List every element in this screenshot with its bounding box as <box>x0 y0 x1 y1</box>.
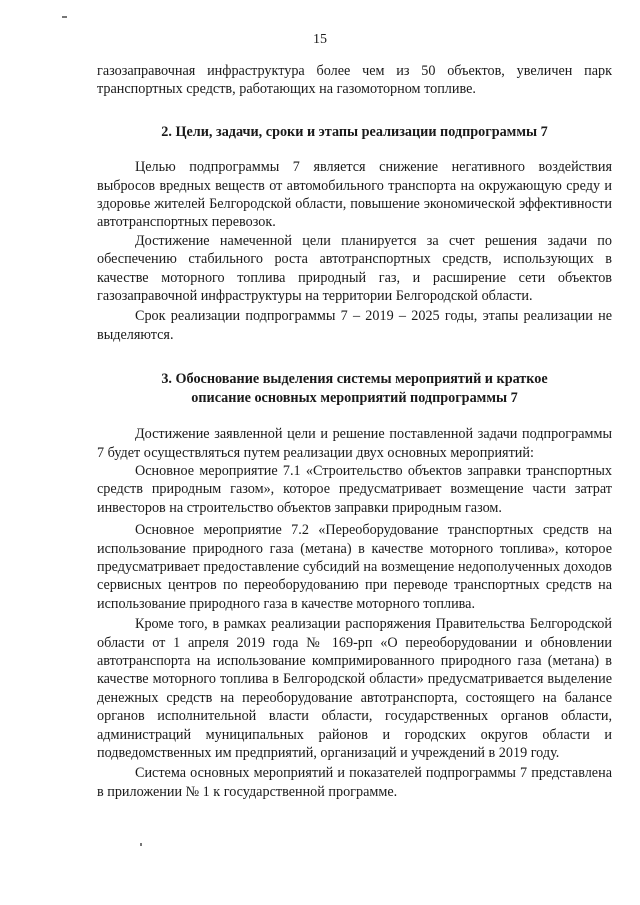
heading-line-1: 3. Обоснование выделения системы мероприятий и краткое <box>161 371 548 388</box>
paragraph-goal: Целью подпрограммы 7 является снижение негативного воздействия выбросов вредных веществ от автомобильного транспорта на окружающую среду и здоровье жителей Белгородской области, повышение экономической эффективности автотранспортных перевозок. <box>97 159 612 231</box>
section-heading-goals: 2. Цели, задачи, сроки и этапы реализации подпрограммы 7 <box>161 123 548 140</box>
scan-mark <box>140 843 142 846</box>
paragraph-measures-intro: Достижение заявленной цели и решение поставленной задачи подпрограммы 7 будет осуществляться путем реализации двух основных мероприятий: <box>97 426 612 461</box>
section-heading-measures <box>97 370 612 407</box>
paragraph-additionally: Кроме того, в рамках реализации распоряжения Правительства Белгородской области от 1 апреля 2019 года № 169-рп «О переоборудовании и обновлении автотранспорта на использование компримированного природного газа (метана) в качестве моторного топлива в Белгородской области» предусматривается выделение денежных средств на переоборудование автотранспорта, состоящего на балансе органов исполнительной власти области, государственных органов области, администраций муниципальных районов и городских округов области и подведомственных им предприятий, организаций и учреждений в 2019 году. <box>97 616 612 761</box>
paragraph-indicators: Система основных мероприятий и показателей подпрограммы 7 представлена в приложении № 1 к государственной программе. <box>97 765 612 800</box>
paragraph-measure-7-2: Основное мероприятие 7.2 «Переоборудование транспортных средств на использование природного газа (метана) в качестве моторного топлива», которое предусматривает предоставление субсидий на возмещение недополученных доходов сервисных центров по переоборудованию при переводе транспортных средств на использование природного газа в качестве моторного топлива. <box>97 522 612 612</box>
page-number: 15 <box>313 32 327 47</box>
paragraph-measure-7-1: Основное мероприятие 7.1 «Строительство объектов заправки транспортных средств природным газом», которое предусматривает возмещение части затрат инвесторов на строительство объектов заправки природным газом. <box>97 462 612 516</box>
paragraph-term: Срок реализации подпрограммы 7 – 2019 – 2025 годы, этапы реализации не выделяются. <box>97 308 612 343</box>
heading-line-2: описание основных мероприятий подпрограммы 7 <box>191 389 518 406</box>
document-body <box>97 62 612 801</box>
paragraph-intro: газозаправочная инфраструктура более чем из 50 объектов, увеличен парк транспортных средств, работающих на газомоторном топливе. <box>97 63 612 98</box>
paragraph-achievement: Достижение намеченной цели планируется за счет решения задачи по обеспечению стабильного роста автотранспортных средств, использующих в качестве моторного топлива природный газ, и расширение сети объектов газозаправочной инфраструктуры на территории Белгородской области. <box>97 232 612 305</box>
scan-mark <box>62 16 67 18</box>
